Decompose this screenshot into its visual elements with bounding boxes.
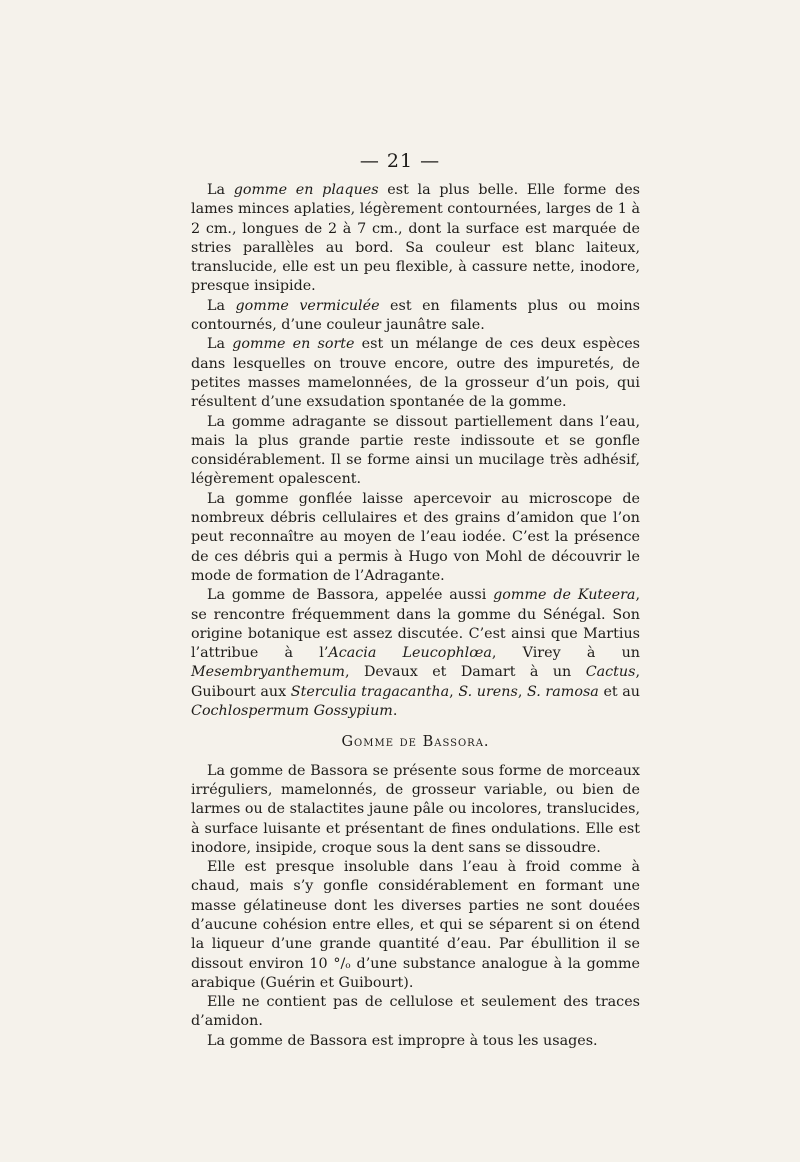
paragraph [191, 413, 640, 490]
text-run: est un mélange de ces deux espèces dans lesquelles on trouve encore, outre des impuretés, de petites masses mamelonnées, de la grosseur d’un pois, qui résultent d’une exsudation spontanée de la gomme. [191, 336, 641, 411]
text-run: La [207, 182, 234, 198]
text-run: Elle ne contient pas de cellulose et seulement des traces d’amidon. [191, 994, 640, 1030]
paragraph [191, 762, 640, 858]
italic-term: S. ramosa [526, 683, 599, 700]
paragraph [191, 335, 640, 412]
text-run: et au [598, 683, 641, 700]
text-run: , [517, 683, 527, 700]
paragraph [191, 1032, 640, 1051]
section-title: Gomme de Bassora. [341, 734, 490, 751]
paragraph [191, 181, 640, 297]
text-run: , se rencontre fréquemment dans la gomme du Sénégal. Son origine botanique est assez discutée. C’est ainsi que Martius l’attribue à l’ [191, 587, 640, 662]
text-run: est en filaments plus ou moins contournés, d’une couleur jaunâtre sale. [191, 297, 641, 334]
text-run: Elle est presque insoluble dans l’eau à froid comme à chaud, mais s’y gonfle considérablement en formant une masse gélatineuse dont les diverses parties ne sont douées d’aucune cohésion entre elles, et qui se séparent si on étend la liqueur d’une grande quantité d’eau. Par ébullition il se dissout environ 10 °/ₒ d’une substance analogue à la gomme arabique (Guérin et Guibourt). [191, 859, 640, 991]
italic-term: Mesembryanthemum [191, 664, 345, 681]
paragraphs-after-section [191, 762, 640, 1051]
italic-term: S. urens [458, 683, 518, 700]
text-run: , [449, 683, 459, 700]
text-run: La gomme de Bassora, appelée aussi [207, 587, 494, 604]
text-run: La gomme de Bassora se présente sous forme de morceaux irréguliers, mamelonnés, de grosseur variable, ou bien de larmes ou de stalactites jaune pâle ou incolores, translucides, à surface luisante et présentant de fines ondulations. Elle est inodore, insipide, croque sous la dent sans se dissoudre. [191, 762, 640, 856]
text-run: , Devaux et Damart à un [345, 664, 586, 681]
text-run: La gomme gonflée laisse apercevoir au microscope de nombreux débris cellulaires et des grains d’amidon que l’on peut reconnaître au moyen de l’eau iodée. C’est la présence de ces débris qui a permis à Hugo von Mohl de découvrir le mode de formation de l’Adragante. [191, 490, 640, 584]
page-body [191, 181, 640, 1051]
paragraphs-before-section [191, 181, 640, 721]
italic-term: gomme de Kuteera [493, 587, 636, 604]
text-run: , Guibourt aux [191, 664, 640, 700]
paragraph [191, 297, 640, 336]
text-run: La [207, 336, 233, 353]
paragraph [191, 858, 640, 993]
paragraph [191, 490, 640, 586]
page-number: — 21 — [359, 150, 441, 172]
paragraph [191, 993, 640, 1032]
text-run: La [207, 297, 236, 314]
italic-term: gomme en plaques [233, 182, 379, 198]
italic-term: Cactus [585, 664, 636, 681]
text-run: . [392, 703, 398, 720]
text-run: La gomme de Bassora est impropre à tous les usages. [207, 1032, 598, 1049]
text-run: , Virey à un [491, 645, 641, 662]
text-run: est la plus belle. Elle forme des lames minces aplaties, légèrement contournées, larges de 1 à 2 cm., longues de 2 à 7 cm., dont la surface est marquée de stries parallèles au bord. Sa couleur est blanc laiteux, translucide, elle est un peu flexible, à cassure nette, inodore, presque insipide. [191, 182, 640, 295]
italic-term: Sterculia tragacantha [290, 683, 450, 700]
paragraph [191, 586, 640, 721]
text-run: La gomme adragante se dissout partiellement dans l’eau, mais la plus grande partie reste indissoute et se gonfle considérablement. Il se forme ainsi un mucilage très adhésif, légèrement opalescent. [191, 413, 640, 488]
italic-term: Acacia Leucophlœa [328, 645, 492, 662]
italic-term: gomme en sorte [232, 336, 355, 353]
italic-term: Cochlospermum Gossypium [191, 703, 393, 720]
italic-term: gomme vermiculée [235, 297, 380, 314]
